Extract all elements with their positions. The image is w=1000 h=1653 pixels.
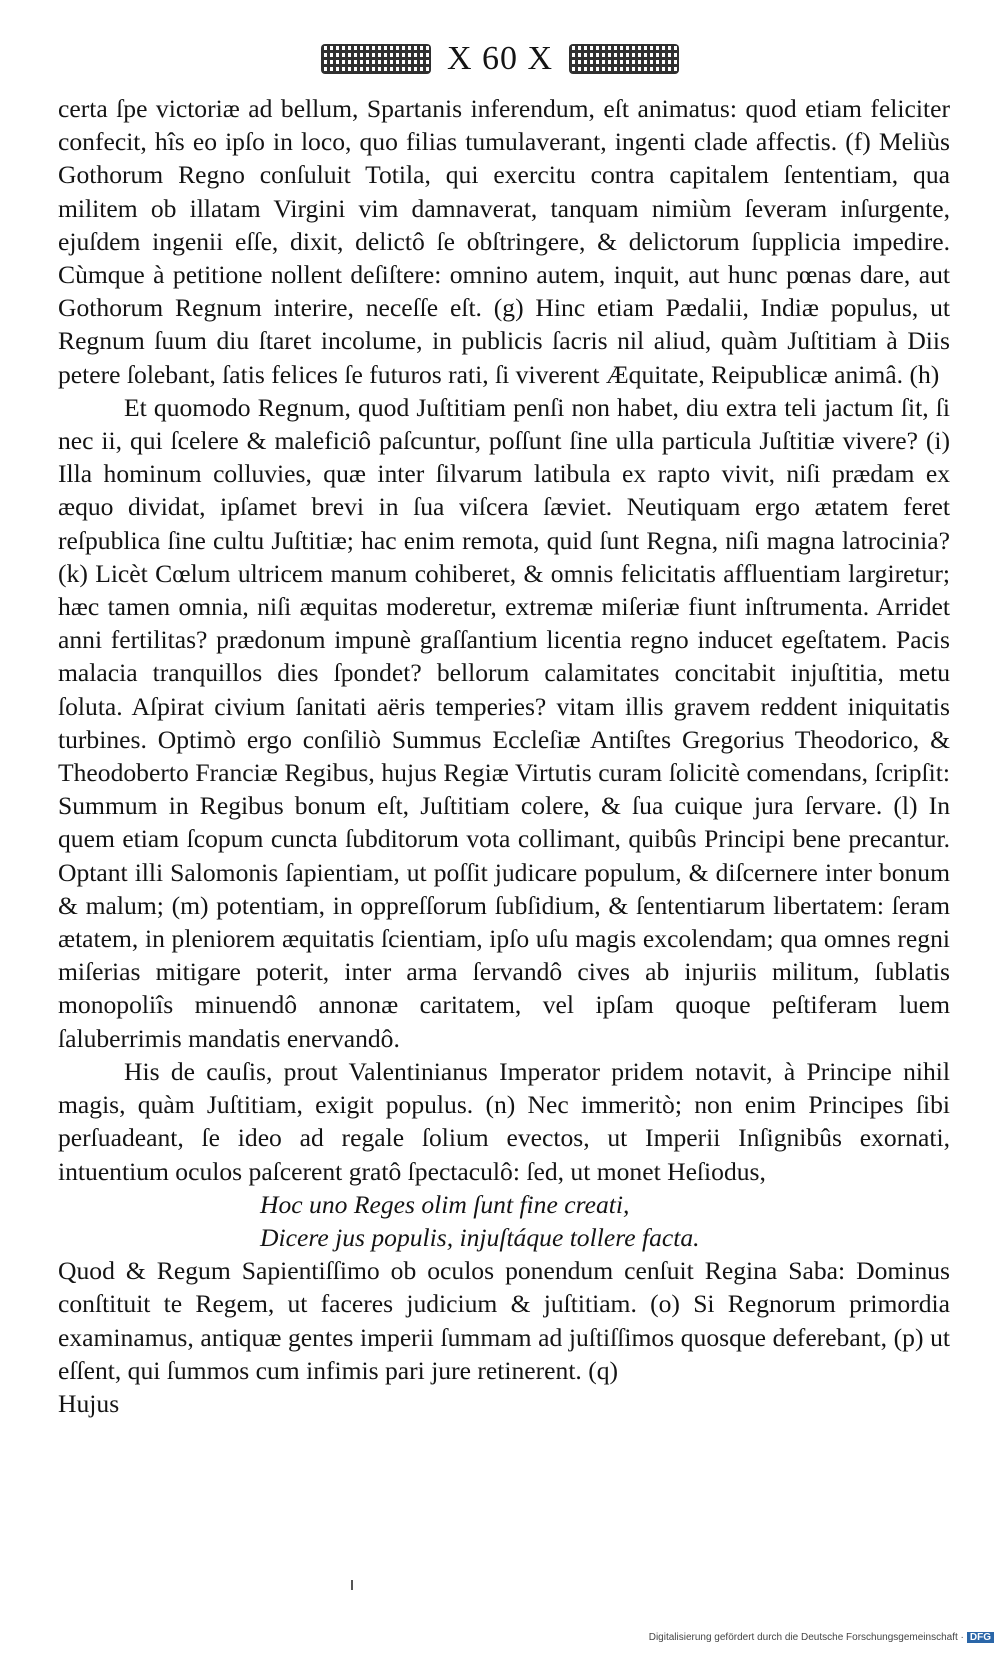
dfg-logo-icon: DFG (967, 1632, 994, 1643)
left-ornament-icon (321, 44, 431, 74)
credit-text: Digitalisierung gefördert durch die Deutsche Forschungsgemeinschaft · (648, 1632, 964, 1643)
digitization-credit (649, 1632, 994, 1643)
paragraph-1: certa ſpe victoriæ ad bellum, Spartanis inferendum, eſt animatus: quod etiam feliciter confecit, hîs eo ipſo in loco, quo filias tumulaverant, ingenti clade affectis. (f) Meliùs Gothorum Regno conſuluit Totila, qui exercitu contra capitalem ſententiam, qua militem ob illatam Virgini vim damnaverat, tanquam nimiùm ſeveram inſurgente, ejuſdem ingenii eſſe, dixit, delictô ſe obſtringere, & delictorum ſupplicia impedire. Cùmque à petitione nollent deſiſtere: omnino autem, inquit, aut hunc pœnas dare, aut Gothorum Regnum interire, neceſſe eſt. (g) Hinc etiam Pædalii, Indiæ populus, ut Regnum ſuum diu ſtaret incolume, in publicis ſacris nil aliud, quàm Juſtitiam à Diis petere ſolebant, ſatis felices ſe futuros rati, ſi viverent Æquitate, Reipublicæ animâ. (h) (58, 94, 950, 389)
closing-paragraph: Quod & Regum Sapientiſſimo ob oculos ponendum cenſuit Regina Saba: Dominus conſtituit te Regem, ut faceres judicium & juſtitiam. (o) Si Regnorum primordia examinamus, antiquæ gentes imperii ſummam ad juſtiſſimos quosque deferebant, (p) ut eſſent, qui ſummos cum infimis pari jure retinerent. (q) (58, 1256, 950, 1385)
running-header (0, 40, 1000, 90)
verse-line-1: Hoc uno Reges olim ſunt fine creati, (260, 1189, 630, 1219)
page-number: X 60 X (446, 40, 554, 77)
right-ornament-icon (569, 44, 679, 74)
page-body (58, 92, 950, 1420)
catchword: Hujus (58, 1388, 120, 1418)
print-mark (351, 1580, 353, 1590)
paragraph-2: Et quomodo Regnum, quod Juſtitiam penſi non habet, diu extra teli jactum ſit, ſi nec ii, qui ſcelere & maleficiô paſcuntur, poſſunt ſine ulla particula Juſtitiæ vivere? (i) Illa hominum colluvies, quæ inter ſilvarum latibula ex rapto vivit, niſi prædam ex æquo dividat, ipſamet brevi in ſua viſcera ſæviet. Neutiquam ergo ætatem feret reſpublica ſine cultu Juſtitiæ; hac enim remota, quid ſunt Regna, niſi magna latrocinia? (k) Licèt Cœlum ultricem manum cohiberet, & omnis felicitatis affluentiam largiretur; hæc tamen omnia, niſi æquitas moderetur, extremæ miſeriæ fiunt inſtrumenta. Arridet anni fertilitas? prædonum impunè graſſantium licentia regno inducet egeſtatem. Pacis malacia tranquillos dies ſpondet? bellorum calamitates concitabit injuſtitia, metu ſoluta. Aſpirat civium ſanitati aëris temperies? vitam illis gravem reddent iniquitatis turbines. Optimò ergo conſiliò Summus Eccleſiæ Antiſtes Gregorius Theodorico, & Theodoberto Franciæ Regibus, hujus Regiæ Virtutis curam ſolicitè comendans, ſcripſit: Summum in Regibus bonum eſt, Juſtitiam colere, & ſua cuique jura ſervare. (l) In quem etiam ſcopum cuncta ſubditorum vota collimant, quibûs Principi bene precantur. Optant illi Salomonis ſapientiam, ut poſſit judicare populum, & diſcernere inter bonum & malum; (m) potentiam, in oppreſſorum ſubſidium, & ſententiarum libertatem: ſeram ætatem, in pleniorem æquitatis ſcientiam, ipſo uſu magis excolendam; qua omnes regni miſerias mitigare poterit, inter arma ſervandô cives ab injuriis militum, ſublatis monopoliîs minuendô annonæ caritatem, vel ipſam quoque peſtiferam luem ſaluberrimis mandatis enervandô. (58, 392, 950, 1053)
paragraph-3: His de cauſis, prout Valentinianus Imperator pridem notavit, à Principe nihil magis, quàm Juſtitiam, exigit populus. (n) Nec immeritò; non enim Principes ſibi perſuadeant, ſe ideo ad regale ſolium evectos, ut Imperii Inſignibûs exornati, intuentium oculos paſcerent gratô ſpectaculô: ſed, ut monet Heſiodus, (58, 1056, 950, 1186)
verse-line-2: Dicere jus populis, injuſtáque tollere facta. (260, 1222, 700, 1252)
